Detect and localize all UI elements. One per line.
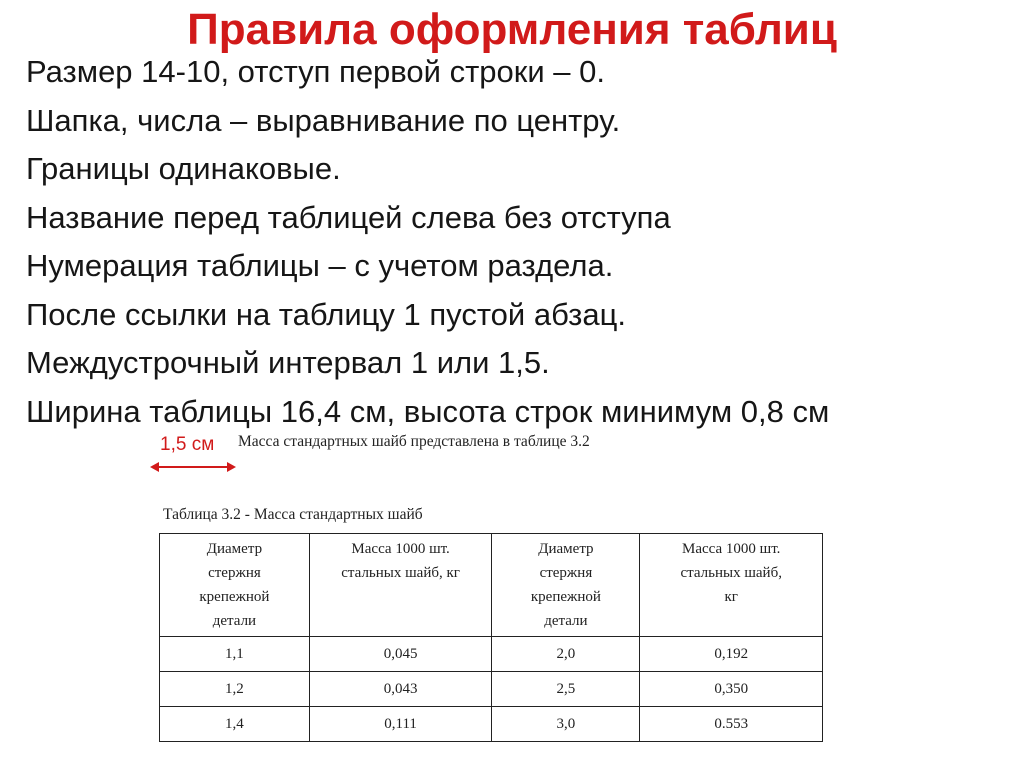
header-line: крепежной xyxy=(199,589,270,605)
header-line: Масса 1000 шт. xyxy=(682,541,781,557)
rule-item: Нумерация таблицы – с учетом раздела. xyxy=(26,248,614,283)
header-line: Диаметр xyxy=(206,541,263,557)
table-reference-text: Масса стандартных шайб представлена в таблице 3.2 xyxy=(238,433,590,450)
table-cell: 0,045 xyxy=(309,637,492,672)
washer-mass-table xyxy=(159,533,823,742)
rule-item: Границы одинаковые. xyxy=(26,151,341,186)
header-line: детали xyxy=(544,613,588,629)
table-row xyxy=(160,707,823,742)
header-line: стержня xyxy=(539,565,593,581)
table-row xyxy=(160,672,823,707)
header-cell-mass xyxy=(640,534,823,637)
table-cell: 1,1 xyxy=(160,637,310,672)
header-line: Масса 1000 шт. xyxy=(351,541,450,557)
table-cell: 0.553 xyxy=(640,707,823,742)
table-caption: Таблица 3.2 - Масса стандартных шайб xyxy=(163,506,423,523)
table-row xyxy=(160,637,823,672)
table-header-row xyxy=(160,534,823,637)
header-line: стальных шайб, кг xyxy=(341,565,460,581)
table-cell: 3,0 xyxy=(492,707,640,742)
rule-item: Шапка, числа – выравнивание по центру. xyxy=(26,102,621,138)
slide-title: Правила оформления таблиц xyxy=(187,5,837,54)
header-line: стальных шайб, xyxy=(680,565,782,581)
header-cell-diameter xyxy=(492,534,640,637)
indent-label: 1,5 см xyxy=(160,434,215,455)
header-cell-diameter xyxy=(160,534,310,637)
header-cell-mass xyxy=(309,534,492,637)
table-cell: 0,192 xyxy=(640,637,823,672)
header-line: кг xyxy=(724,589,738,605)
rule-item: Междустрочный интервал 1 или 1,5. xyxy=(26,345,550,380)
table-cell: 1,4 xyxy=(160,707,310,742)
rule-item: Название перед таблицей слева без отступа xyxy=(26,199,671,235)
rule-item: Ширина таблицы 16,4 см, высота строк минимум 0,8 см xyxy=(26,393,830,429)
table-cell: 1,2 xyxy=(160,672,310,707)
header-line: крепежной xyxy=(530,589,601,605)
table-cell: 2,5 xyxy=(492,672,640,707)
rules-list xyxy=(26,48,829,436)
table-cell: 0,043 xyxy=(309,672,492,707)
table-cell: 0,111 xyxy=(309,707,492,742)
header-line: стержня xyxy=(208,565,261,581)
header-line: Диаметр xyxy=(538,541,594,557)
double-arrow-icon xyxy=(150,460,236,474)
table-cell: 0,350 xyxy=(640,672,823,707)
rule-item: Размер 14-10, отступ первой строки – 0. xyxy=(26,54,605,89)
rule-item: После ссылки на таблицу 1 пустой абзац. xyxy=(26,296,626,332)
header-line: детали xyxy=(212,613,257,629)
table-cell: 2,0 xyxy=(492,637,640,672)
